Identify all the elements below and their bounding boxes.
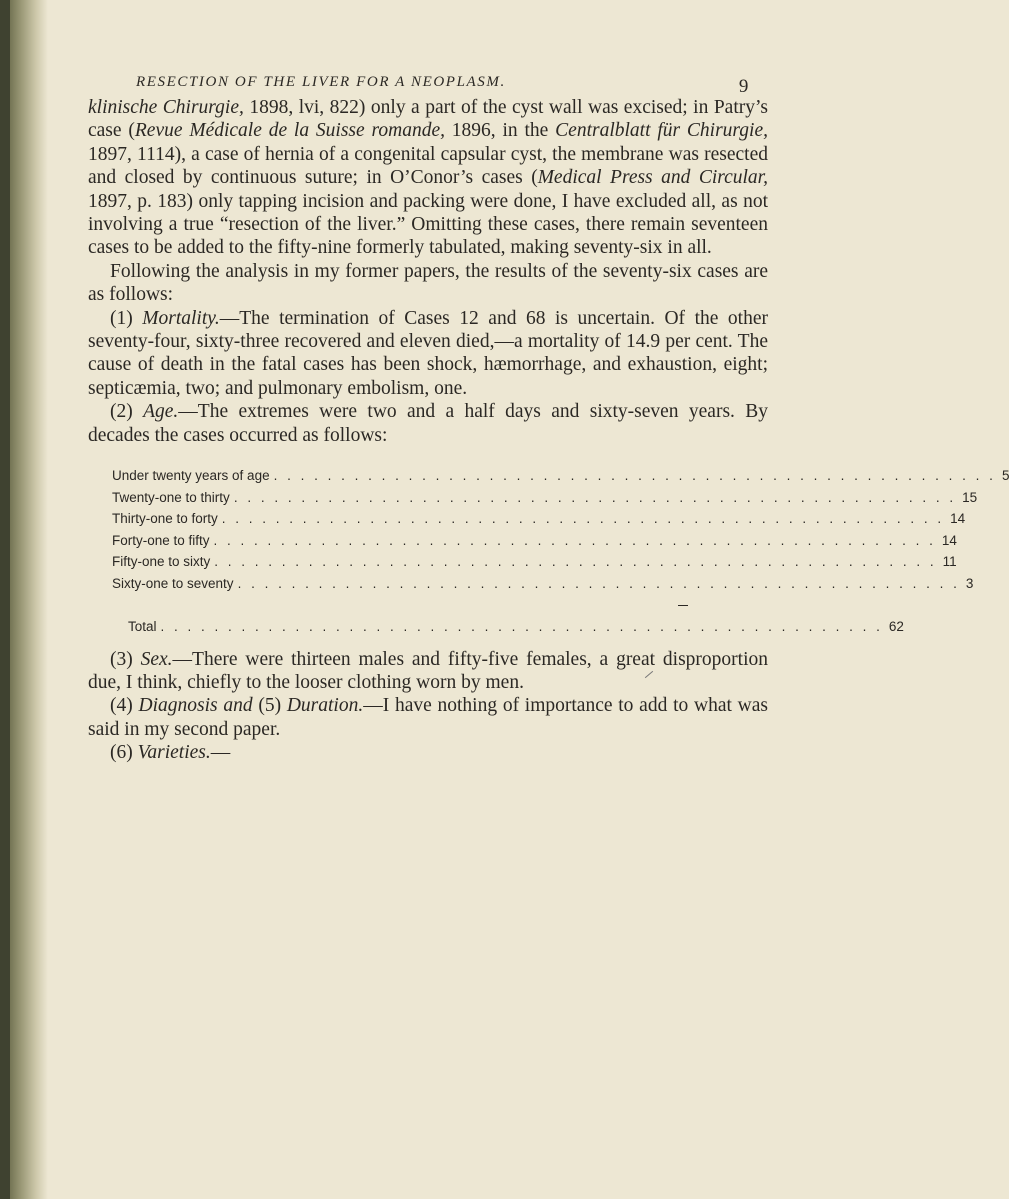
- paragraph-varieties: [88, 741, 768, 764]
- p4-run-2: —The extremes were two and a half days and sixty-seven years. By decades the cases occurred as follows:: [88, 401, 768, 446]
- p2-run-0: Following the analysis in my former papers, the results of the seventy-six cases are as follows:: [88, 260, 768, 306]
- p7-run-0: (6): [110, 742, 138, 764]
- leader-dots: . . . . . . . . . . . . . . . . . . . . . . . . . . . . . . . . . . . . . . . . . . . . . . . . . . . . . .: [160, 619, 883, 635]
- p5-run-1: Sex.: [140, 648, 173, 670]
- paragraph-sex: [88, 648, 768, 695]
- case-count: 14: [941, 532, 957, 548]
- age-range-label: Thirty-one to forty: [112, 511, 218, 527]
- p1-run-5: 1897, 1114), a case of hernia of a congenital capsular cyst, the membrane was resected and closed by continuous suture; in O’Conor’s cases (: [88, 143, 768, 189]
- page-number: 9: [738, 76, 750, 97]
- p1-run-3: 1896, in the: [444, 120, 556, 142]
- age-table: [112, 465, 1009, 638]
- p7-run-1: Varieties.: [137, 742, 211, 764]
- age-range-label: Fifty-one to sixty: [112, 554, 211, 570]
- paragraph-continuation: [88, 96, 768, 260]
- case-count: 11: [942, 554, 957, 570]
- p1-run-4: Centralblatt für Chirurgie,: [555, 120, 768, 142]
- paragraph-age: [88, 400, 768, 447]
- leader-dots: . . . . . . . . . . . . . . . . . . . . . . . . . . . . . . . . . . . . . . . . . . . . . . . . . . . . . .: [273, 468, 996, 484]
- age-table-row: [112, 487, 978, 509]
- case-count: 5: [1001, 468, 1009, 484]
- p7-run-2: —: [210, 742, 231, 764]
- case-count: 15: [962, 489, 978, 505]
- p1-run-1: 1898, lvi, 822) only a part of the cyst wall was excised; in Patry’s case (: [88, 97, 768, 142]
- case-count: 3: [965, 575, 974, 591]
- running-head-title: RESECTION OF THE LIVER FOR A NEOPLASM.: [136, 74, 506, 90]
- book-page: [88, 62, 1009, 765]
- p4-run-0: (2): [110, 401, 144, 423]
- leader-dots: . . . . . . . . . . . . . . . . . . . . . . . . . . . . . . . . . . . . . . . . . . . . . . . . . . . . . .: [221, 511, 945, 527]
- book-spine-edge: [0, 0, 10, 1199]
- p6-run-3: Duration.: [286, 695, 364, 717]
- leader-dots: . . . . . . . . . . . . . . . . . . . . . . . . . . . . . . . . . . . . . . . . . . . . . . . . . . . . . .: [214, 554, 937, 570]
- p6-run-1: Diagnosis and: [138, 695, 253, 717]
- paragraph-analysis-intro: [88, 260, 768, 307]
- total-value: 62: [888, 619, 904, 635]
- p5-run-2: —There were thirteen males and fifty-five females, a great disproportion due, I think, chiefly to the looser clothing worn by men.: [88, 648, 768, 693]
- p3-run-0: (1): [110, 307, 143, 329]
- age-table-rows: [112, 465, 1009, 594]
- p6-run-4: —I have nothing of importance to add to what was said in my second paper.: [88, 695, 768, 740]
- age-range-label: Sixty-one to seventy: [112, 575, 234, 591]
- p1-run-0: klinische Chirurgie,: [88, 97, 244, 118]
- leader-dots: . . . . . . . . . . . . . . . . . . . . . . . . . . . . . . . . . . . . . . . . . . . . . . . . . . . . . .: [237, 575, 960, 591]
- age-range-label: Forty-one to fifty: [112, 532, 210, 548]
- p4-run-1: Age.: [143, 401, 179, 423]
- age-range-label: Twenty-one to thirty: [112, 489, 230, 505]
- age-table-row: [112, 465, 1009, 487]
- p5-run-0: (3): [110, 648, 141, 670]
- total-rule: [112, 594, 700, 616]
- paragraph-diagnosis-duration: [88, 694, 768, 741]
- p1-run-7: 1897, p. 183) only tapping incision and packing were done, I have excluded all, as not involving a true “resection of the liver.” Omitting these cases, there remain seventeen cases to be added to the fifty-nine formerly tabulated, making seventy-six in all.: [88, 190, 768, 259]
- p6-run-2: (5): [252, 695, 287, 717]
- age-table-row: [112, 573, 974, 595]
- case-count: 14: [950, 511, 966, 527]
- age-table-row: [112, 508, 966, 530]
- running-head: [88, 62, 768, 97]
- age-range-label: Under twenty years of age: [112, 468, 270, 484]
- age-table-row: [112, 551, 957, 573]
- total-label: Total: [128, 619, 157, 635]
- p3-run-1: Mortality.: [142, 307, 220, 329]
- p1-run-6: Medical Press and Circular,: [537, 167, 768, 189]
- age-table-row: [112, 530, 957, 552]
- paragraph-mortality: [88, 307, 768, 401]
- p3-run-2: —The termination of Cases 12 and 68 is uncertain. Of the other seventy-four, sixty-three recovered and eleven died,—a mortality of 14.9 per cent. The cause of death in the fatal cases has been shock, hæmorrhage, and exhaustion, eight; septicæmia, two; and pulmonary embolism, one.: [88, 307, 768, 399]
- leader-dots: . . . . . . . . . . . . . . . . . . . . . . . . . . . . . . . . . . . . . . . . . . . . . . . . . . . . . .: [213, 532, 936, 548]
- p6-run-0: (4): [110, 695, 139, 717]
- age-table-total-row: [112, 616, 904, 638]
- leader-dots: . . . . . . . . . . . . . . . . . . . . . . . . . . . . . . . . . . . . . . . . . . . . . . . . . . . . . .: [233, 489, 957, 505]
- body-text: [88, 96, 1009, 765]
- p1-run-2: Revue Médicale de la Suisse romande,: [134, 120, 445, 142]
